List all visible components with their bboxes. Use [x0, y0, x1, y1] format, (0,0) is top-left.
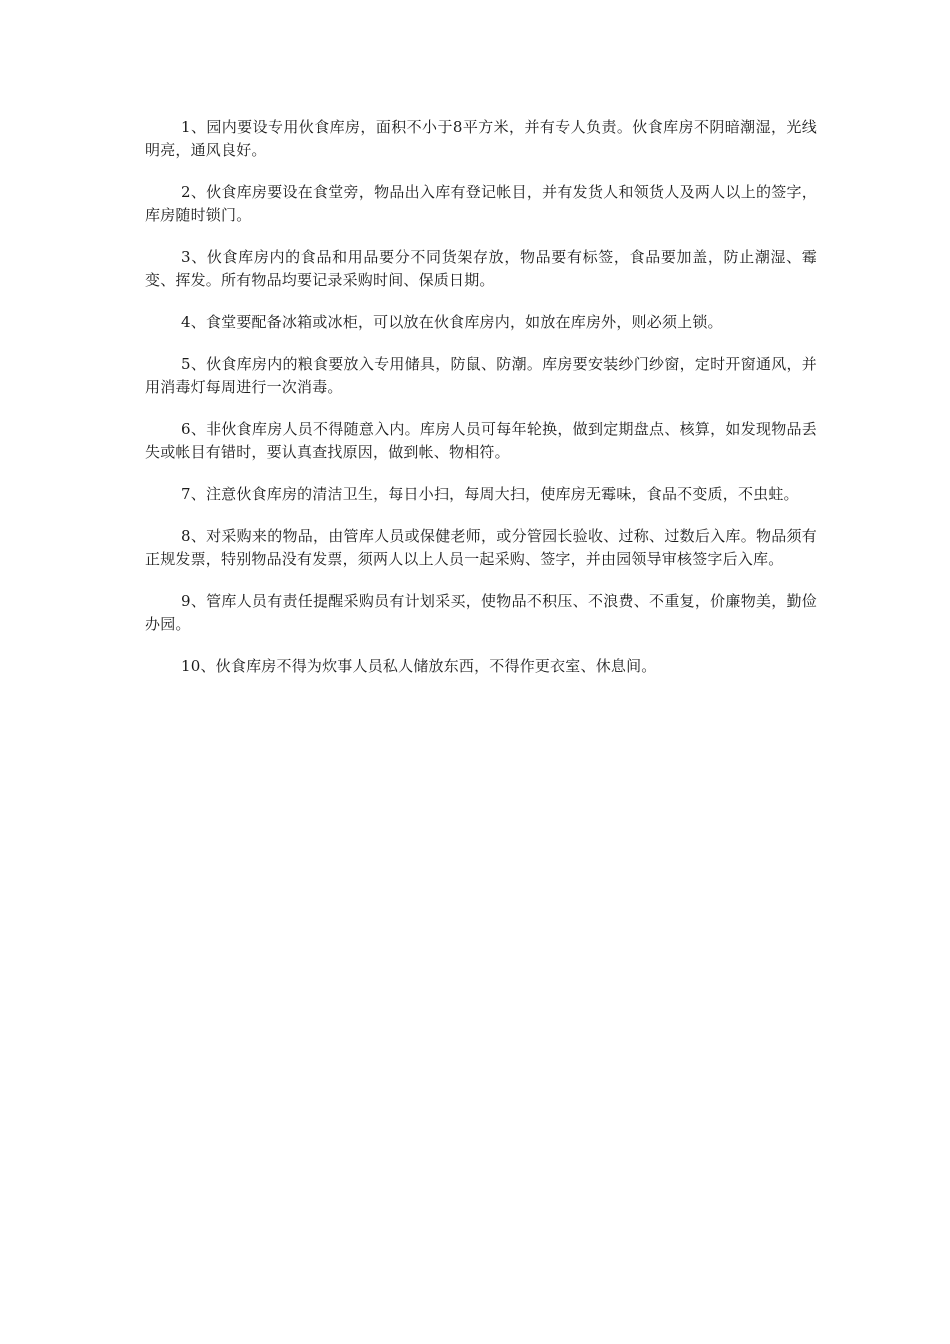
- paragraph-rule-7: 7、注意伙食库房的清洁卫生，每日小扫，每周大扫，使库房无霉味，食品不变质，不虫蛀。: [181, 485, 799, 503]
- paragraph-rule-3: 3、伙食库房内的食品和用品要分不同货架存放，物品要有标签，食品要加盖，防止潮湿、霉变、挥发。所有物品均要记录采购时间、保质日期。: [145, 248, 817, 289]
- paragraph-rule-5: 5、伙食库房内的粮食要放入专用储具，防鼠、防潮。库房要安装纱门纱窗，定时开窗通风，并用消毒灯每周进行一次消毒。: [145, 355, 817, 396]
- paragraph-rule-2: 2、伙食库房要设在食堂旁，物品出入库有登记帐目，并有发货人和领货人及两人以上的签字，库房随时锁门。: [145, 183, 817, 224]
- paragraph-rule-4: 4、食堂要配备冰箱或冰柜，可以放在伙食库房内，如放在库房外，则必须上锁。: [181, 313, 723, 331]
- document-page: [145, 116, 817, 697]
- paragraph-rule-9: 9、管库人员有责任提醒采购员有计划采买，使物品不积压、不浪费、不重复，价廉物美，勤俭办园。: [145, 592, 817, 633]
- paragraph-rule-6: 6、非伙食库房人员不得随意入内。库房人员可每年轮换，做到定期盘点、核算，如发现物品丢失或帐目有错时，要认真查找原因，做到帐、物相符。: [145, 420, 817, 461]
- paragraph-rule-10: 10、伙食库房不得为炊事人员私人储放东西，不得作更衣室、休息间。: [181, 657, 657, 675]
- paragraph-rule-1: 1、园内要设专用伙食库房，面积不小于8平方米，并有专人负责。伙食库房不阴暗潮湿，光线明亮，通风良好。: [145, 118, 817, 159]
- paragraph-rule-8: 8、对采购来的物品，由管库人员或保健老师，或分管园长验收、过称、过数后入库。物品须有正规发票，特别物品没有发票，须两人以上人员一起采购、签字，并由园领导审核签字后入库。: [145, 527, 817, 568]
